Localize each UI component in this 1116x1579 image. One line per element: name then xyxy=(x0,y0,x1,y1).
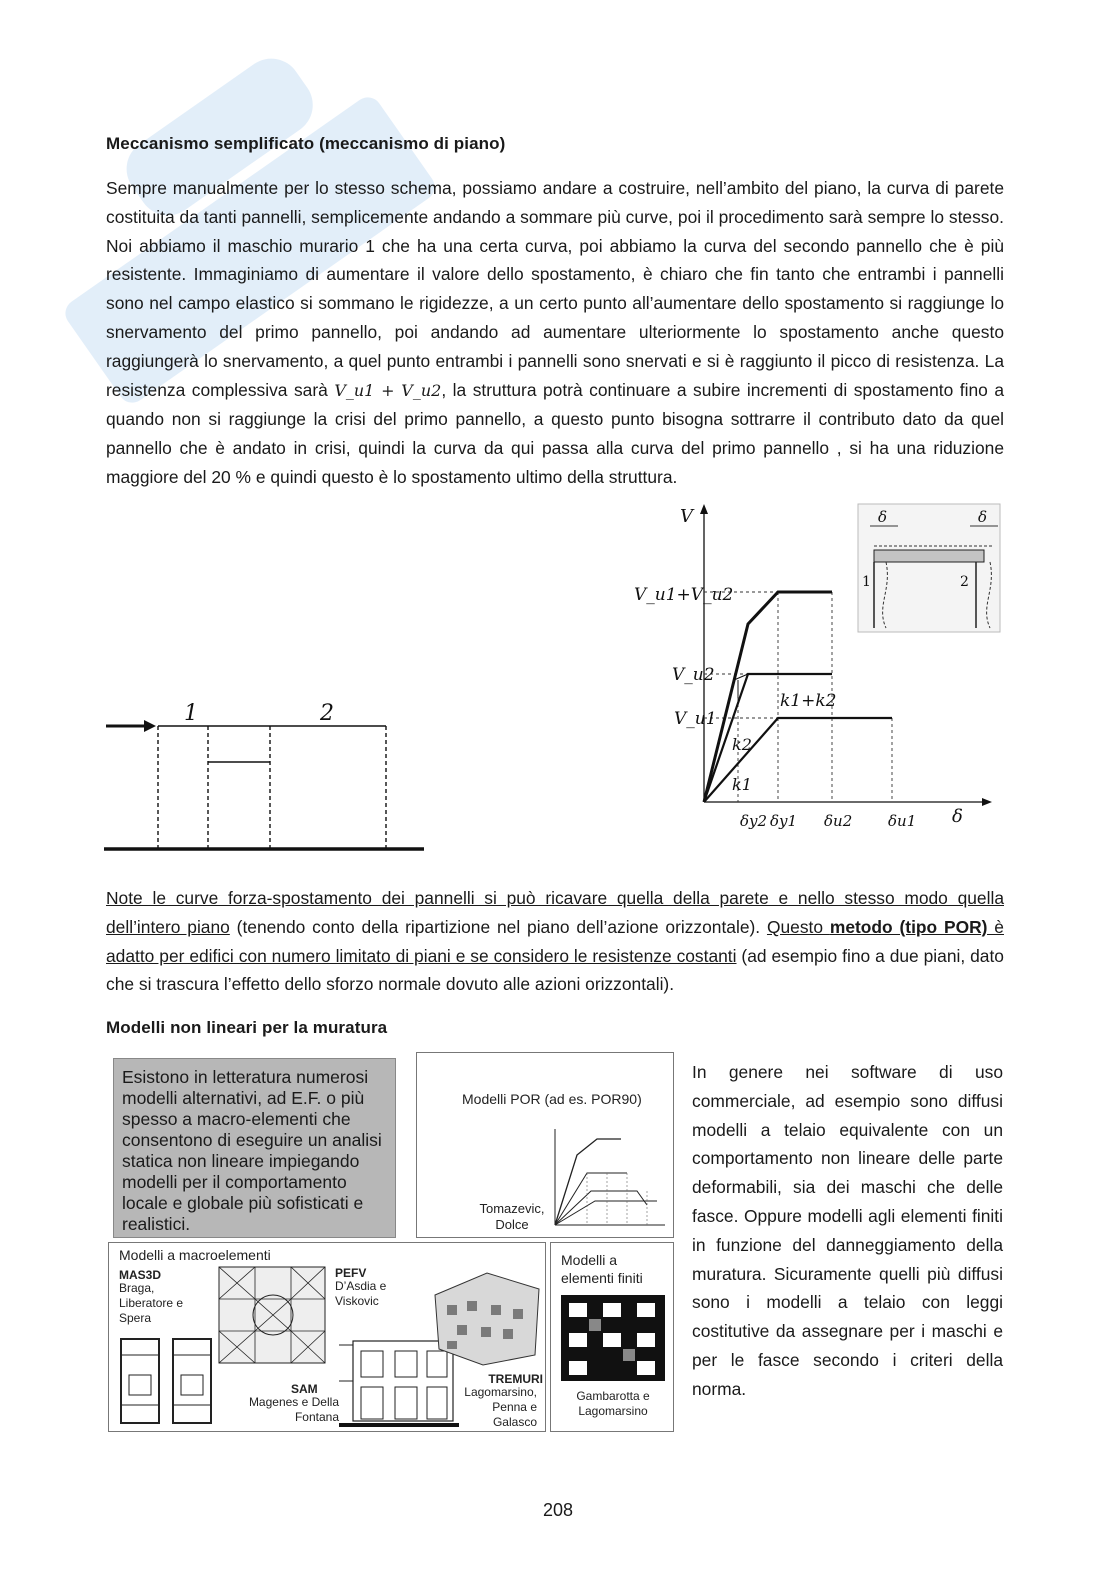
tremuri-authors: Lagomarsino, Penna e Galasco xyxy=(464,1385,537,1429)
pefv-label: PEFV xyxy=(335,1266,367,1280)
tick-delta-u1: δu1 xyxy=(888,812,917,830)
fem-authors: Gambarotta e Lagomarsino xyxy=(576,1389,650,1418)
sam-authors: Magenes e Della Fontana xyxy=(248,1395,339,1424)
pefv-sketch xyxy=(217,1265,327,1365)
label-vu2: V_u2 xyxy=(672,665,715,685)
v-axis-label: V xyxy=(680,506,693,527)
por-title: Modelli POR (ad es. POR90) xyxy=(462,1091,642,1107)
formula-vu1-vu2: V_u1 + V_u2 xyxy=(334,380,442,400)
paragraph-text-before: Sempre manualmente per lo stesso schema, possiamo andare a costruire, nell’ambito del piano, la curva di parete costituita da tanti pannelli, semplicemente andando a sommare più curve, poi il procedimento sarà sempre lo stesso. Noi abbiamo il maschio murario 1 che ha una certa curva, poi abbiamo la curva del secondo pannello che è più resistente. Immaginiamo di aumentare il valore dello spostamento, è chiaro che fin tanto che entrambi i pannelli sono nel campo elastico si sommano le rigidezze, a un certo punto all’aumentare dello spostamento si raggiunge lo snervamento del primo pannello, poi andando ad aumentare ulteriormente lo spostamento anche questo raggiungerà lo snervamento, a quel punto entrambi i pannelli sono snervati e si è raggiunto il picco di resistenza. La resistenza complessiva sarà xyxy=(106,178,1004,400)
pefv-authors: D’Asdia e Viskovic xyxy=(335,1279,387,1308)
section-title-meccanismo: Meccanismo semplificato (meccanismo di piano) xyxy=(106,134,506,153)
inset-label-1: 1 xyxy=(862,574,871,590)
wall-label-1: 1 xyxy=(184,701,198,726)
models-figure xyxy=(108,1052,674,1434)
plain-text-1: (tenendo conto della ripartizione nel piano dell’azione orizzontale). xyxy=(229,916,767,937)
inset-label-2: 2 xyxy=(960,574,969,590)
inset-delta-left: δ xyxy=(878,508,888,526)
por-mini-chart xyxy=(547,1125,667,1231)
force-arrow-head xyxy=(144,720,156,732)
paragraph-por-method xyxy=(106,884,1004,999)
inset-delta-right: δ xyxy=(978,508,988,526)
label-vu1: V_u1 xyxy=(674,709,717,729)
tick-delta-y2: δy2 xyxy=(740,812,768,830)
por-author: Tomazevic, Dolce xyxy=(479,1201,545,1232)
fem-panel xyxy=(550,1242,674,1432)
paragraph-meccanismo xyxy=(106,174,1004,492)
sam-label: SAM xyxy=(291,1382,318,1396)
por-model-panel xyxy=(416,1052,674,1238)
grey-info-box: Esistono in letteratura numerosi modelli alternativi, ad E.F. o più spesso a macro-elementi che consentono di eseguire un analisi statica non lineare impiegando modelli per il comportamento locale e globale più sofisticati e realistici. xyxy=(113,1058,396,1238)
paragraph-text-after: , la struttura potrà continuare a subire incrementi di spostamento fino a quando non si raggiunge la crisi del primo pannello, a questo punto bisogna sottrarre il contributo dato da quel pannello che è andato in crisi, quindi la curva da qui passa alla curva del primo pannello , si ha una riduzione maggiore del 20 % e quindi questo è lo spostamento ultimo della struttura. xyxy=(106,379,1005,487)
macro-title: Modelli a macroelementi xyxy=(119,1247,271,1263)
fem-title: Modelli a elementi finiti xyxy=(561,1252,643,1286)
fem-mesh-image xyxy=(561,1295,665,1381)
tremuri-label: TREMURI xyxy=(488,1372,543,1386)
mas3d-sketch xyxy=(115,1335,219,1427)
wall-panels-diagram xyxy=(104,696,426,858)
wall-label-2: 2 xyxy=(320,701,334,726)
underlined-text-1: Note le curve forza-spostamento dei pannelli si può ricavare quella della parete e nello stesso modo quella dell’intero piano xyxy=(106,888,1004,937)
underlined-text-2a: Questo xyxy=(766,916,830,937)
label-k1-plus-k2: k1+k2 xyxy=(780,691,837,711)
label-k1: k1 xyxy=(732,775,752,794)
tick-delta-u2: δu2 xyxy=(824,812,853,830)
page-number: 208 xyxy=(542,1500,574,1520)
plain-text-2: (ad esempio fino a due piani, dato che si trascura l’effetto dello sforzo normale dovuto alle azioni orizzontali). xyxy=(106,945,1004,995)
paragraph-software-models: In genere nei software di uso commerciale, ad esempio sono diffusi modelli a telaio equivalente con un comportamento non lineare delle parte deformabili, sia dei maschi che delle fasce. Oppure modelli agli elementi finiti in funzione del danneggiamento della muratura. Sicuramente quelli più diffusi sono i modelli a telaio con leggi costitutive da assegnare per i maschi e per le fasce secondo i criteri della norma. xyxy=(692,1062,1003,1399)
mas3d-authors: Braga, Liberatore e Spera xyxy=(119,1281,184,1325)
label-vu1-plus-vu2: V_u1+V_u2 xyxy=(634,585,734,605)
label-k2: k2 xyxy=(732,735,752,754)
tremuri-3d-sketch xyxy=(427,1265,543,1369)
macro-elements-panel xyxy=(108,1242,546,1432)
underlined-text-2c: è adatto per edifici con numero limitato di piani e se considero le resistenze costanti xyxy=(106,916,1004,966)
tick-delta-y1: δy1 xyxy=(770,812,798,830)
delta-axis-label: δ xyxy=(952,806,963,827)
section-title-modelli: Modelli non lineari per la muratura xyxy=(106,1018,388,1037)
mas3d-label: MAS3D xyxy=(119,1268,162,1282)
underlined-bold-metodo: metodo (tipo POR) xyxy=(829,916,988,937)
force-displacement-graph xyxy=(630,500,1010,840)
